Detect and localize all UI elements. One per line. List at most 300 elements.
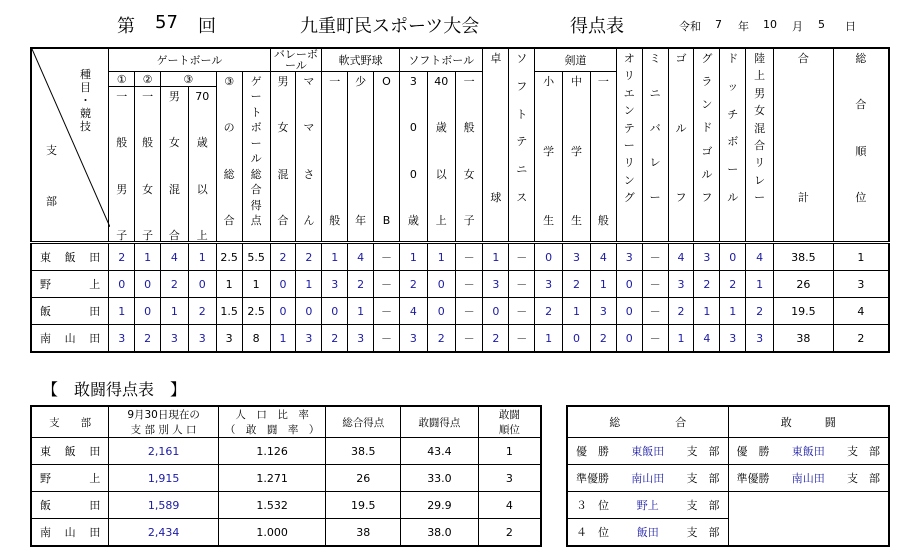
column-header-char: 3 (409, 75, 417, 88)
score-cell: 3 (535, 271, 563, 298)
column-header-char: ニ (649, 86, 661, 100)
column-header-char: ボ (250, 121, 262, 135)
column-header-char: 以 (196, 182, 208, 196)
column-header-text (720, 53, 745, 203)
column-header-text (400, 76, 427, 226)
rank-suffix: 支 部 (847, 472, 880, 485)
score-cell: 3 (616, 243, 642, 271)
branch-name (31, 325, 109, 353)
score-cell: 1 (135, 243, 161, 271)
column-header (774, 48, 834, 243)
rank-suffix: 支 部 (686, 526, 720, 539)
column-header-char: 陸 (754, 52, 766, 65)
column-header-char: 一 (329, 75, 341, 88)
branch-char: 東 (40, 445, 51, 458)
column-header-char: ル (250, 152, 262, 166)
group-kendo: 剣道 (535, 48, 617, 72)
column-header-char: 一 (142, 90, 154, 103)
score-cell: 2 (109, 243, 135, 271)
score-cell: － (374, 298, 400, 325)
column-header (135, 87, 161, 243)
table-row (31, 519, 541, 547)
column-header-char: さ (303, 167, 315, 181)
column-header (535, 72, 563, 243)
column-header-char: 一 (463, 75, 475, 88)
branch-name (31, 438, 109, 465)
score-cell: 0 (616, 271, 642, 298)
column-header-char: オ (623, 52, 635, 65)
column-header-char: 卓 (490, 52, 502, 65)
score-cell: 3 (590, 298, 616, 325)
column-header-char: ル (701, 167, 713, 181)
score-cell: 1 (270, 325, 296, 353)
column-header-char: 男 (168, 90, 180, 103)
column-header (161, 87, 189, 243)
column-header-char: 球 (490, 191, 502, 204)
score-cell: 3 (109, 325, 135, 353)
ratio-cell: 1.126 (218, 438, 326, 465)
column-header-char: 生 (571, 214, 582, 227)
column-header-char: テ (623, 121, 635, 135)
score-cell: 2 (161, 271, 189, 298)
column-header-char: ト (250, 105, 262, 119)
edition-suffix: 回 (198, 16, 216, 37)
score-cell: 3 (746, 325, 774, 353)
column-header-char: ③ (224, 75, 235, 88)
column-header-char: 一 (116, 90, 128, 103)
column-header-text (135, 91, 160, 241)
column-header-char: 男 (116, 182, 128, 196)
column-header (242, 72, 270, 243)
score-cell: 38 (774, 325, 834, 353)
day: 5 (818, 18, 825, 31)
column-header-char: 般 (116, 136, 128, 150)
score-cell: 2 (270, 243, 296, 271)
column-header-char: 0 (409, 121, 417, 135)
score-table (30, 47, 890, 353)
score-cell: 2 (427, 325, 455, 353)
branch-char: 田 (89, 250, 101, 264)
score-cell: 4 (161, 243, 189, 271)
column-header-char: 点 (250, 213, 262, 227)
score-cell: 0 (720, 243, 746, 271)
column-header-text (296, 76, 321, 226)
score-cell: 0 (135, 298, 161, 325)
overall-rank-entry (568, 443, 728, 459)
column-header-char: 70 (195, 90, 210, 103)
score-cell: 3 (399, 325, 427, 353)
table-row (31, 271, 889, 298)
score-cell: 3 (694, 243, 720, 271)
score-cell: 1 (161, 298, 189, 325)
rank-place: 準優勝 (576, 472, 609, 485)
branch-name-text (32, 279, 108, 290)
column-header-char: ー (649, 191, 661, 204)
score-cell: 4 (348, 243, 374, 271)
event-name: 九重町民スポーツ大会 (300, 16, 480, 37)
branch-name-text (32, 443, 108, 459)
table-row (567, 438, 889, 465)
column-header-char: マ (303, 121, 315, 135)
column-header-char: 中 (571, 75, 582, 88)
score-cell: 2.5 (242, 298, 270, 325)
column-header-char: 般 (142, 136, 154, 150)
column-header (216, 72, 242, 243)
group-softball-baseball: 軟式野球 (322, 48, 400, 72)
column-header-text (746, 53, 773, 203)
corner-branch-label (46, 145, 57, 207)
column-header-char: チ (727, 107, 739, 121)
header-fighting-score: 敢闘得点 (401, 406, 479, 438)
score-cell: 3 (296, 325, 322, 353)
branch-char: 飯 (40, 499, 51, 512)
score-cell: 3 (322, 271, 348, 298)
column-header (483, 48, 509, 243)
column-header (374, 72, 400, 243)
column-header-char: ー (754, 191, 766, 204)
score-cell: － (642, 271, 668, 298)
score-cell: 0 (322, 298, 348, 325)
header-ratio (218, 406, 326, 438)
score-cell: 1 (483, 243, 509, 271)
column-header-char: 順 (855, 144, 867, 158)
rank-suffix: 支 部 (686, 472, 720, 485)
column-header-char: 0 (409, 167, 417, 181)
rank-suffix: 支 部 (686, 445, 720, 458)
column-header-char: 混 (754, 121, 766, 135)
score-cell: 3 (563, 243, 591, 271)
score-cell: － (374, 243, 400, 271)
score-cell: 2 (833, 325, 889, 353)
header-total-score: 総合得点 (326, 406, 401, 438)
column-header-char: 小 (543, 75, 555, 88)
column-header-char: 学 (543, 144, 555, 158)
column-header-char: 般 (597, 214, 609, 227)
column-header-char: フ (701, 190, 713, 204)
score-cell: 0 (563, 325, 591, 353)
column-header-char: 総 (223, 167, 235, 181)
score-cell: 0 (427, 298, 455, 325)
column-header-char: 歳 (435, 121, 447, 135)
edition-number: 57 (155, 12, 178, 33)
score-cell: 2 (188, 298, 216, 325)
fighting-score-cell: 29.9 (401, 492, 479, 519)
table-row (31, 243, 889, 271)
corner-event-label (80, 69, 91, 132)
overall-rank-entry (568, 470, 728, 486)
score-cell: 1 (399, 243, 427, 271)
column-header-char: レ (649, 156, 661, 170)
branch-char: 田 (89, 526, 101, 539)
column-header-text (535, 76, 562, 226)
corner-event-char: 技 (80, 120, 91, 133)
column-header (833, 48, 889, 243)
score-cell: 2 (296, 243, 322, 271)
column-header-char: 女 (168, 136, 180, 150)
column-header-char: ゲ (250, 75, 262, 88)
score-cell: － (642, 243, 668, 271)
column-header-char: ー (250, 90, 262, 104)
header-population-line2: 支 部 別 人 口 (130, 424, 197, 436)
score-cell: 4 (746, 243, 774, 271)
gateball-sub-3: ③ (161, 72, 217, 87)
score-cell: 0 (188, 271, 216, 298)
ratio-cell: 1.532 (218, 492, 326, 519)
fighting-rank-cell: 4 (478, 492, 541, 519)
column-header-char: 女 (142, 182, 154, 196)
fighting-score-cell: 43.4 (401, 438, 479, 465)
column-header-char: ー (250, 136, 262, 150)
total-score-cell: 19.5 (326, 492, 401, 519)
group-gateball: ゲートボール (109, 48, 270, 72)
rank-branch: 野上 (636, 499, 659, 512)
branch-char: 飯 (64, 445, 76, 458)
column-header-char: 合 (250, 183, 262, 197)
column-header-char: ス (516, 190, 528, 204)
column-header-char: グ (623, 191, 635, 204)
overall-rank-entry (568, 524, 728, 540)
score-cell: － (509, 243, 535, 271)
column-header-char: バ (649, 121, 661, 135)
column-header-char: 合 (754, 138, 766, 152)
fighting-rank-cell: 2 (478, 519, 541, 547)
column-header-text (669, 53, 694, 203)
gateball-sub-2: ② (135, 72, 161, 87)
score-cell: 3 (483, 271, 509, 298)
column-header-char: ミ (649, 52, 661, 65)
column-header-char: ラ (701, 75, 713, 89)
table-row (31, 465, 541, 492)
day-unit: 日 (845, 20, 856, 33)
column-header-char: ん (303, 213, 315, 227)
score-cell: 2 (746, 298, 774, 325)
score-cell: 2 (322, 325, 348, 353)
column-header-text (617, 53, 642, 203)
column-header (509, 48, 535, 243)
column-header-text (348, 76, 373, 226)
score-cell: － (642, 325, 668, 353)
score-cell: 1 (242, 271, 270, 298)
total-score-cell: 38 (326, 519, 401, 547)
score-cell: 3 (833, 271, 889, 298)
branch-name-text (32, 252, 108, 263)
year: 7 (715, 18, 722, 31)
group-volleyball: バレーボール (270, 48, 322, 72)
branch-char: 飯 (64, 250, 76, 264)
score-cell: 1 (535, 325, 563, 353)
header-rank-line1: 敢闘 (498, 409, 520, 421)
score-cell: 0 (296, 298, 322, 325)
corner-event-char: ・ (80, 94, 91, 107)
fighting-header: 敢 闘 (728, 406, 889, 438)
branch-char: 上 (89, 277, 101, 291)
score-cell: － (455, 271, 483, 298)
column-header-char: 上 (754, 69, 766, 83)
column-header-char: ボ (727, 135, 739, 149)
score-cell: 1 (590, 271, 616, 298)
branch-char: 田 (89, 304, 101, 318)
branch-char: 山 (64, 526, 76, 539)
score-cell: 0 (427, 271, 455, 298)
branch-name (31, 465, 109, 492)
branch-char: 上 (89, 472, 101, 485)
overall-rank-cell (567, 492, 728, 519)
score-cell: 2 (348, 271, 374, 298)
column-header-char: 般 (463, 121, 475, 135)
column-header-char: フ (516, 79, 528, 93)
branch-char: 山 (64, 331, 76, 345)
column-header-char: 混 (277, 167, 289, 181)
branch-name (31, 298, 109, 325)
column-header-text (509, 53, 534, 203)
header-population-line1: 9月30日現在の (127, 409, 200, 421)
column-header-char: グ (701, 52, 713, 65)
score-cell: 4 (694, 325, 720, 353)
score-cell: 1 (216, 271, 242, 298)
ranking-table (566, 405, 890, 547)
score-cell: 3 (720, 325, 746, 353)
overall-rank-cell (567, 438, 728, 465)
column-header-char: 総 (855, 52, 867, 65)
score-cell: 1 (720, 298, 746, 325)
rank-branch: 南山田 (631, 472, 665, 485)
score-cell: － (509, 271, 535, 298)
rank-place: ３ 位 (576, 499, 609, 512)
score-cell: 19.5 (774, 298, 834, 325)
score-cell: 0 (109, 271, 135, 298)
column-header-char: 合 (223, 213, 235, 227)
corner-event-char: 競 (80, 107, 91, 120)
total-score-cell: 26 (326, 465, 401, 492)
population-cell: 2,161 (109, 438, 219, 465)
column-header-char: ッ (727, 79, 739, 93)
score-cell: 1 (427, 243, 455, 271)
month-unit: 月 (792, 20, 803, 33)
column-header-char: 女 (754, 104, 766, 118)
branch-name-text (32, 306, 108, 317)
column-header (455, 72, 483, 243)
score-cell: 1 (348, 298, 374, 325)
column-header-char: 合 (855, 98, 867, 112)
score-cell: 4 (399, 298, 427, 325)
score-cell: 1 (694, 298, 720, 325)
score-cell: 4 (833, 298, 889, 325)
score-cell: 3 (668, 271, 694, 298)
score-cell: 1 (563, 298, 591, 325)
column-header (322, 72, 348, 243)
branch-name-text (32, 497, 108, 513)
column-header-char: 一 (597, 75, 609, 88)
column-header-text (243, 76, 270, 226)
column-header-char: 計 (797, 191, 809, 204)
branch-name (31, 243, 109, 271)
column-header (616, 48, 642, 243)
column-header-char: ソ (516, 52, 528, 65)
column-header-char: B (382, 214, 391, 227)
column-header-char: 般 (329, 214, 341, 227)
branch-char: 東 (40, 250, 51, 264)
column-header-char: ン (623, 104, 635, 118)
year-unit: 年 (738, 20, 749, 33)
column-header (746, 48, 774, 243)
score-cell: － (642, 298, 668, 325)
column-header-char: ド (727, 52, 739, 65)
column-header-char: 女 (277, 121, 289, 135)
column-header-char: 上 (196, 228, 208, 242)
column-header (188, 87, 216, 243)
score-cell: 0 (270, 298, 296, 325)
column-header-text (271, 76, 296, 226)
column-header-char: ル (675, 121, 687, 135)
ratio-cell: 1.271 (218, 465, 326, 492)
edition-prefix: 第 (117, 16, 135, 37)
fighting-rank-entry (729, 470, 889, 486)
document-header (0, 8, 920, 38)
branch-char: 田 (89, 331, 101, 345)
rank-suffix: 支 部 (686, 499, 720, 512)
fighting-rank-cell: 1 (478, 438, 541, 465)
table-row (31, 325, 889, 353)
table-row (567, 465, 889, 492)
column-header (720, 48, 746, 243)
column-header-char: 学 (571, 144, 582, 158)
rank-branch: 南山田 (791, 472, 825, 485)
doc-title: 得点表 (570, 16, 624, 37)
score-cell: 2 (694, 271, 720, 298)
column-header-char: 40 (434, 75, 449, 88)
overall-rank-cell (567, 519, 728, 547)
score-cell: 2 (399, 271, 427, 298)
score-cell: 3 (348, 325, 374, 353)
column-header-text (322, 76, 347, 226)
column-header-char: 位 (855, 190, 867, 204)
score-cell: 4 (590, 243, 616, 271)
fighting-rank-cell: 3 (478, 465, 541, 492)
overall-header: 総 合 (567, 406, 728, 438)
corner-event-char: 種 (80, 68, 91, 81)
score-cell: 1 (833, 243, 889, 271)
column-header-char: 生 (543, 214, 555, 227)
header-fighting-rank (478, 406, 541, 438)
column-header (296, 72, 322, 243)
fighting-score-table (30, 405, 542, 547)
column-header (590, 72, 616, 243)
table-row (31, 492, 541, 519)
column-header-char: 合 (277, 213, 289, 227)
branch-char: 飯 (40, 304, 51, 318)
rank-place: 準優勝 (736, 472, 770, 485)
column-header-text (109, 91, 134, 241)
column-header-text (456, 76, 483, 226)
score-cell: 0 (535, 243, 563, 271)
ratio-cell: 1.000 (218, 519, 326, 547)
column-header-char: 少 (355, 75, 367, 88)
column-header-char: 男 (754, 86, 766, 100)
column-header-char: フ (675, 191, 687, 204)
score-cell: 8 (242, 325, 270, 353)
score-cell: 1 (322, 243, 348, 271)
score-cell: － (374, 271, 400, 298)
column-header (399, 72, 427, 243)
table-row (31, 438, 541, 465)
score-cell: 0 (135, 271, 161, 298)
score-cell: 1.5 (216, 298, 242, 325)
column-header-text (694, 53, 719, 203)
score-cell: 38.5 (774, 243, 834, 271)
score-cell: 4 (668, 243, 694, 271)
table-row (31, 298, 889, 325)
column-header (109, 87, 135, 243)
